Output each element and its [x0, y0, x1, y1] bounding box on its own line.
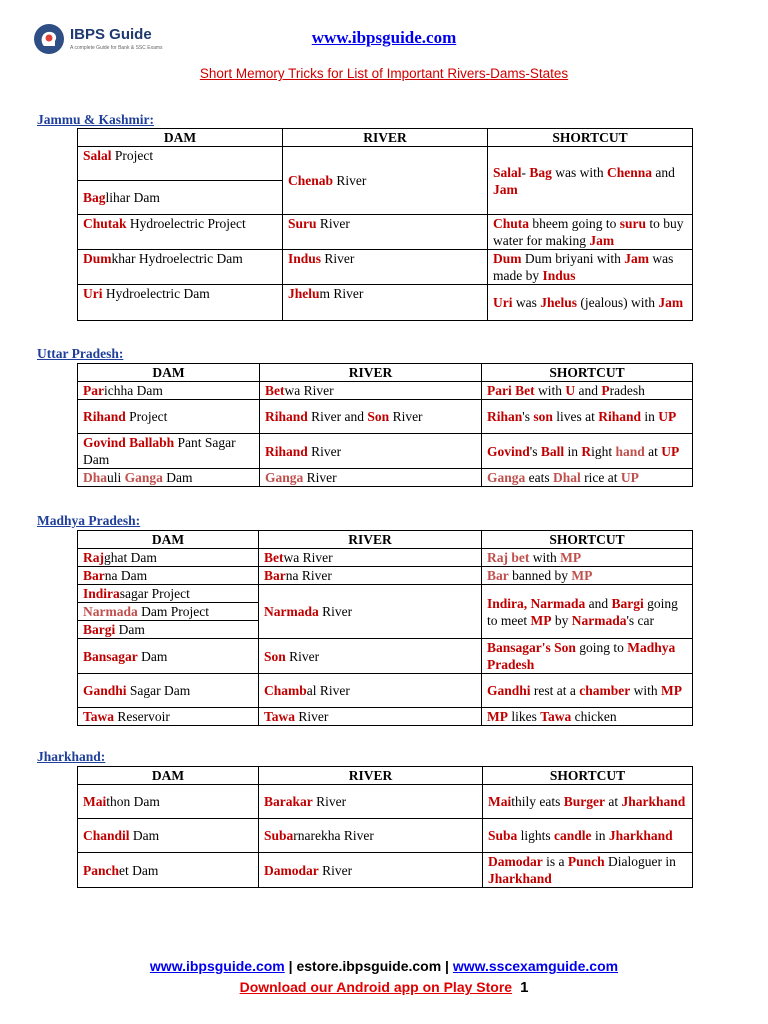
text-segment: Chenna — [607, 164, 653, 180]
table-row — [78, 567, 693, 585]
text-segment: River — [389, 409, 423, 424]
text-segment: Suba — [264, 828, 294, 843]
text-segment: Jam — [624, 251, 650, 266]
text-segment: Dialoguer in — [604, 854, 676, 869]
text-segment: UP — [661, 443, 680, 459]
table-row — [78, 585, 693, 603]
text-segment: Raj bet — [487, 550, 530, 565]
shortcut-cell — [488, 250, 693, 285]
text-segment: Indira — [83, 586, 120, 601]
column-header-dam: DAM — [78, 767, 259, 785]
text-segment: sagar Project — [119, 586, 190, 601]
text-segment: (jealous) with — [577, 295, 659, 310]
text-segment: Tawa — [264, 709, 296, 724]
text-segment: River and — [307, 409, 368, 424]
text-segment: - — [521, 164, 530, 180]
text-segment: Chandil — [83, 828, 130, 843]
column-header-river: RIVER — [259, 767, 483, 785]
text-segment: in — [591, 828, 609, 843]
text-segment: wa River — [283, 550, 333, 565]
text-segment: rnarekha River — [293, 828, 374, 843]
text-segment: River — [316, 216, 350, 231]
text-segment: Salal — [83, 148, 112, 163]
text-segment: Hydroelectric Project — [126, 216, 246, 231]
text-segment: River — [318, 604, 353, 619]
text-segment: in — [641, 409, 659, 424]
text-segment: Pant Sagar Dam — [83, 435, 236, 467]
text-segment: and — [585, 595, 612, 611]
column-header-shortcut: SHORTCUT — [488, 129, 693, 147]
text-segment: Ball — [540, 443, 565, 459]
dam-cell — [78, 621, 259, 639]
dam-cell — [78, 819, 259, 853]
column-header-dam: DAM — [78, 129, 283, 147]
text-segment: Rihand — [265, 409, 308, 424]
table-madhya-pradesh — [77, 530, 693, 726]
text-segment: Dam — [137, 648, 168, 664]
river-cell — [283, 215, 488, 250]
table-row — [78, 285, 693, 321]
text-segment: UP — [620, 470, 639, 485]
text-segment: Bar — [487, 568, 509, 583]
text-segment: Dhal — [553, 470, 581, 485]
text-segment: MP — [560, 550, 582, 565]
table-row — [78, 785, 693, 819]
text-segment: Ganga — [265, 470, 304, 485]
section-heading-madhya-pradesh: Madhya Pradesh: — [37, 513, 141, 528]
text-segment: Bag — [83, 190, 106, 205]
river-cell — [259, 585, 482, 639]
text-segment: Uri — [83, 286, 103, 301]
table-header-row — [78, 767, 693, 785]
river-cell — [260, 434, 482, 469]
shortcut-cell — [488, 285, 693, 321]
text-segment: was made by — [493, 251, 674, 283]
footer-link-ibpsguide[interactable]: www.ibpsguide.com — [149, 958, 285, 974]
text-segment: likes — [508, 709, 541, 724]
text-segment: Indus — [288, 251, 322, 266]
column-header-river: RIVER — [259, 531, 482, 549]
river-cell — [260, 400, 482, 434]
section-heading-jammu-kashmir: Jammu & Kashmir: — [37, 112, 154, 127]
text-segment: Bargi — [83, 622, 116, 637]
dam-cell — [78, 674, 259, 708]
text-segment: to buy water for making — [493, 216, 684, 248]
text-segment: Indira, Narmada — [487, 595, 586, 611]
text-segment: hand — [615, 443, 645, 459]
text-segment: Govind — [487, 443, 530, 459]
text-segment: in — [564, 443, 582, 459]
text-segment: Bargi — [611, 595, 644, 611]
text-segment: al River — [306, 683, 350, 698]
text-segment: rest at a — [530, 683, 580, 698]
text-segment: Project — [125, 409, 168, 424]
river-cell — [259, 549, 482, 567]
text-segment: Project — [111, 148, 154, 163]
text-segment: Rihand — [83, 409, 126, 424]
river-cell — [283, 250, 488, 285]
text-segment: is a — [542, 854, 568, 869]
page-number: 1 — [520, 979, 529, 996]
table-row — [78, 250, 693, 285]
table-row — [78, 469, 693, 487]
text-segment: Dam Project — [137, 604, 209, 619]
text-segment: lives at — [552, 409, 599, 424]
river-cell — [259, 819, 483, 853]
text-segment: thon Dam — [106, 794, 160, 809]
text-segment: na Dam — [104, 568, 148, 583]
text-segment: Chutak — [83, 216, 127, 231]
dam-cell — [78, 567, 259, 585]
table-row — [78, 400, 693, 434]
table-header-row — [78, 364, 693, 382]
text-segment: Madhya Pradesh — [487, 640, 676, 672]
table-row — [78, 147, 693, 181]
table-jharkhand — [77, 766, 693, 888]
text-segment: UP — [658, 409, 677, 424]
dam-cell — [78, 400, 260, 434]
text-segment: with — [630, 683, 662, 698]
text-segment: Bar — [83, 568, 105, 583]
text-segment: Panch — [83, 862, 120, 878]
text-segment: Jhelu — [288, 286, 320, 301]
dam-cell — [78, 285, 283, 321]
text-segment: Ganga — [124, 470, 163, 485]
table-row — [78, 708, 693, 726]
text-segment: Bansagar — [83, 648, 138, 664]
text-segment: Chuta — [493, 216, 530, 231]
text-segment: River — [312, 794, 347, 809]
text-segment: banned by — [508, 568, 572, 583]
text-segment: was — [512, 295, 541, 310]
text-segment: Punch — [567, 854, 605, 869]
section-heading-uttar-pradesh: Uttar Pradesh: — [37, 346, 124, 361]
footer-link-estore[interactable]: estore.ibpsguide.com — [296, 958, 442, 974]
dam-cell — [78, 215, 283, 250]
text-segment: MP — [487, 709, 508, 724]
text-segment: Mai — [83, 794, 107, 809]
text-segment: Son — [264, 648, 286, 664]
dam-cell — [78, 639, 259, 674]
footer-link-sscexamguide[interactable]: www.sscexamguide.com — [452, 958, 619, 974]
table-uttar-pradesh — [77, 363, 693, 487]
text-segment: Gandhi — [83, 683, 127, 698]
text-segment: ichha Dam — [104, 383, 163, 398]
text-segment: Narmada — [264, 604, 319, 619]
text-segment: going to meet — [487, 595, 678, 628]
text-segment: Jam — [589, 233, 615, 248]
text-segment: Govind Ballabh — [83, 435, 175, 450]
shortcut-cell — [482, 639, 693, 674]
dam-cell — [78, 250, 283, 285]
text-segment: Jharkhand — [621, 794, 686, 809]
column-header-shortcut: SHORTCUT — [483, 767, 693, 785]
shortcut-cell — [483, 853, 693, 888]
column-header-river: RIVER — [260, 364, 482, 382]
text-segment: River — [321, 251, 355, 266]
text-segment: with — [529, 550, 561, 565]
column-header-dam: DAM — [78, 364, 260, 382]
dam-cell — [78, 549, 259, 567]
text-segment: Dum — [493, 251, 522, 266]
download-app-link[interactable]: Download our Android app on Play Store — [239, 979, 513, 995]
table-row — [78, 382, 693, 400]
column-header-shortcut: SHORTCUT — [482, 531, 693, 549]
shortcut-cell — [482, 434, 693, 469]
table-row — [78, 434, 693, 469]
dam-cell — [78, 382, 260, 400]
table-row — [78, 674, 693, 708]
text-segment: Jhelus — [540, 295, 578, 310]
text-segment: Jharkhand — [488, 871, 552, 886]
text-segment: Damodar — [488, 854, 543, 869]
river-cell — [259, 567, 482, 585]
river-cell — [259, 708, 482, 726]
text-segment: eats — [525, 470, 554, 485]
document-title: Short Memory Tricks for List of Important Rivers-Dams-States — [199, 66, 569, 81]
text-segment: bheem going to — [529, 216, 620, 231]
text-segment: Rihand — [265, 443, 308, 459]
footer-links — [0, 958, 768, 974]
text-segment: and — [652, 164, 675, 180]
text-segment: Uri — [493, 295, 513, 310]
dam-cell — [78, 434, 260, 469]
table-row — [78, 853, 693, 888]
text-segment: at — [644, 443, 662, 459]
text-segment: Ganga — [487, 470, 526, 485]
text-segment: P — [601, 383, 610, 398]
text-segment: ghat Dam — [104, 550, 157, 565]
text-segment: River — [307, 443, 342, 459]
dam-cell — [78, 181, 283, 215]
text-segment: going to — [575, 640, 628, 655]
text-segment: and — [575, 383, 602, 398]
text-segment: Suru — [288, 216, 317, 231]
text-segment: radesh — [609, 383, 645, 398]
river-cell — [260, 382, 482, 400]
river-cell — [260, 469, 482, 487]
dam-cell — [78, 147, 283, 181]
text-segment: MP — [661, 683, 683, 698]
text-segment: Narmada — [83, 604, 138, 619]
shortcut-cell — [488, 147, 693, 215]
text-segment: lihar Dam — [105, 190, 160, 205]
text-segment: Sagar Dam — [126, 683, 191, 698]
footer-separator: | — [441, 958, 453, 974]
text-segment: Indus — [542, 268, 576, 283]
text-segment: Par — [83, 383, 104, 398]
text-segment: Jam — [658, 295, 684, 310]
text-segment: Jam — [493, 181, 518, 197]
shortcut-cell — [482, 674, 693, 708]
text-segment: Raj — [83, 550, 104, 565]
text-segment: River — [303, 470, 337, 485]
column-header-dam: DAM — [78, 531, 259, 549]
text-segment: Chamb — [264, 683, 307, 698]
river-cell — [283, 285, 488, 321]
section-heading-jharkhand: Jharkhand: — [37, 749, 106, 764]
text-segment: Dha — [83, 470, 108, 485]
text-segment: suru — [619, 216, 647, 231]
footer-separator: | — [284, 958, 297, 974]
text-segment: Dum — [83, 251, 112, 266]
column-header-shortcut: SHORTCUT — [482, 364, 693, 382]
text-segment: Suba — [488, 828, 518, 843]
logo-tagline: A complete Guide for Bank & SSC Exams — [70, 45, 163, 51]
dam-cell — [78, 853, 259, 888]
text-segment: Gandhi — [487, 683, 531, 698]
text-segment: Dam — [129, 828, 160, 843]
dam-cell — [78, 469, 260, 487]
footer-download — [0, 979, 768, 996]
river-cell — [259, 853, 483, 888]
table-header-row — [78, 531, 693, 549]
text-segment: Chenab — [288, 173, 334, 188]
text-segment: 's — [529, 443, 541, 459]
text-segment: chicken — [571, 709, 617, 724]
column-header-river: RIVER — [283, 129, 488, 147]
text-segment: River — [285, 648, 320, 664]
text-segment: Rihand — [598, 409, 642, 424]
text-segment: by — [551, 612, 572, 628]
text-segment: Son — [367, 409, 390, 424]
text-segment: Tawa — [83, 709, 115, 724]
shortcut-cell — [482, 549, 693, 567]
shortcut-cell — [483, 785, 693, 819]
text-segment: Tawa — [540, 709, 572, 724]
text-segment: thily eats — [511, 794, 564, 809]
text-segment: at — [605, 794, 622, 809]
shortcut-cell — [483, 819, 693, 853]
river-cell — [259, 639, 482, 674]
text-segment: Pari Bet — [487, 383, 535, 398]
text-segment: was with — [551, 164, 608, 180]
text-segment: Salal — [493, 164, 522, 180]
dam-cell — [78, 585, 259, 603]
text-segment: Barakar — [264, 794, 313, 809]
text-segment: 's — [522, 409, 534, 424]
text-segment: khar Hydroelectric Dam — [111, 251, 243, 266]
text-segment: Burger — [563, 794, 605, 809]
text-segment: MP — [530, 612, 552, 628]
table-row — [78, 549, 693, 567]
dam-cell — [78, 603, 259, 621]
text-segment: Bet — [265, 383, 285, 398]
text-segment: Bansagar's Son — [487, 640, 576, 655]
river-cell — [259, 785, 483, 819]
site-url-link[interactable]: www.ibpsguide.com — [311, 28, 457, 47]
text-segment: Narmada — [571, 612, 627, 628]
text-segment: ight — [591, 443, 616, 459]
shortcut-cell — [482, 400, 693, 434]
text-segment: Dum briyani with — [521, 251, 625, 266]
text-segment: na River — [285, 568, 332, 583]
dam-cell — [78, 785, 259, 819]
text-segment: Bag — [529, 164, 552, 180]
text-segment: Bet — [264, 550, 284, 565]
text-segment: son — [533, 409, 553, 424]
text-segment: with — [534, 383, 566, 398]
text-segment: Reservoir — [114, 709, 170, 724]
table-row — [78, 639, 693, 674]
shortcut-cell — [488, 215, 693, 250]
text-segment: River — [295, 709, 329, 724]
text-segment: chamber — [579, 683, 631, 698]
text-segment: m River — [319, 286, 364, 301]
river-cell — [259, 674, 482, 708]
shortcut-cell — [482, 585, 693, 639]
text-segment: wa River — [284, 383, 334, 398]
text-segment: Dam — [115, 622, 145, 637]
shortcut-cell — [482, 382, 693, 400]
shortcut-cell — [482, 567, 693, 585]
text-segment: et Dam — [119, 862, 159, 878]
river-cell — [283, 147, 488, 215]
text-segment: Dam — [162, 470, 193, 485]
shortcut-cell — [482, 469, 693, 487]
text-segment: U — [565, 383, 576, 398]
text-segment: rice at — [580, 470, 621, 485]
text-segment: MP — [571, 568, 593, 583]
text-segment: Hydroelectric Dam — [102, 286, 210, 301]
shortcut-cell — [482, 708, 693, 726]
text-segment: 's car — [626, 612, 655, 628]
text-segment: R — [581, 443, 592, 459]
text-segment: uli — [107, 470, 125, 485]
text-segment: River — [318, 862, 353, 878]
table-header-row — [78, 129, 693, 147]
table-row — [78, 819, 693, 853]
text-segment: Rihan — [487, 409, 523, 424]
text-segment: Mai — [488, 794, 512, 809]
table-jammu-kashmir — [77, 128, 693, 321]
text-segment: Bar — [264, 568, 286, 583]
table-row — [78, 215, 693, 250]
dam-cell — [78, 708, 259, 726]
text-segment: Damodar — [264, 862, 319, 878]
text-segment: River — [333, 173, 367, 188]
text-segment: lights — [517, 828, 555, 843]
logo-text: IBPS Guide — [70, 26, 152, 43]
text-segment: candle — [554, 828, 592, 843]
text-segment: Jharkhand — [608, 828, 673, 843]
